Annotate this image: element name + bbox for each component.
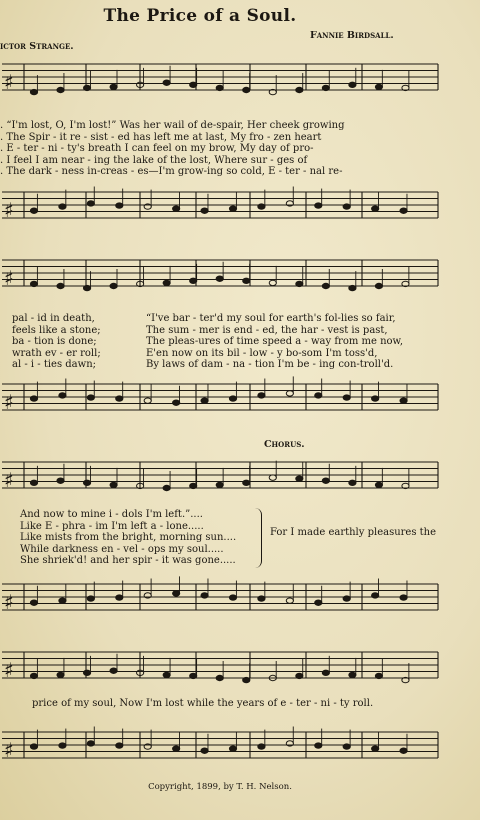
note-head: [216, 276, 223, 281]
bass-clef-icon: ♯: [4, 198, 14, 222]
treble-staff-4: [0, 640, 440, 702]
note-head: [57, 478, 64, 483]
note-head: [144, 398, 151, 403]
lyric-line: Like mists from the bright, morning sun....: [20, 532, 237, 543]
lyric-line: . The dark - ness in-creas - es—I'm grow-ing so cold, E - ter - nal re-: [0, 166, 343, 177]
chorus-lyric-line-2: price of my soul, Now I'm lost while the years of e - ter - ni - ty roll.: [32, 698, 374, 709]
note-head: [400, 748, 407, 753]
note-head: [286, 598, 293, 603]
note-head: [59, 393, 66, 398]
note-head: [286, 391, 293, 396]
lyric-line: By laws of dam - na - tion I'm be - ing con-troll'd.: [146, 359, 394, 370]
note-head: [349, 82, 356, 87]
bass-staff-1: [0, 180, 440, 242]
note-head: [201, 208, 208, 213]
note-head: [258, 596, 265, 601]
chorus-label: Chorus.: [264, 439, 305, 450]
lyric-line: While darkness en - vel - ops my soul.....: [20, 543, 224, 555]
note-head: [163, 80, 170, 85]
music-system-2: [0, 248, 440, 310]
note-head: [343, 596, 350, 601]
verse-bracket: [255, 508, 262, 568]
bass-staff-2: [0, 372, 440, 434]
music-system-3: [0, 450, 440, 512]
note-head: [258, 744, 265, 749]
note-head: [57, 87, 64, 92]
lyric-line: ba - tion is done;: [12, 336, 97, 347]
note-head: [322, 478, 329, 483]
note-head: [375, 482, 382, 487]
note-head: [400, 398, 407, 403]
bass-staff-3: [0, 572, 440, 634]
note-head: [258, 204, 265, 209]
lyric-line: wrath ev - er roll;: [12, 347, 101, 359]
note-head: [322, 85, 329, 90]
note-head: [315, 393, 322, 398]
note-head: [243, 87, 250, 92]
note-head: [296, 476, 303, 481]
music-system-bass-4: [0, 720, 440, 782]
note-head: [87, 596, 94, 601]
note-head: [216, 675, 223, 680]
note-head: [375, 673, 382, 678]
note-head: [190, 673, 197, 678]
note-head: [243, 677, 250, 682]
note-head: [116, 743, 123, 748]
music-system-bass-2: [0, 372, 440, 434]
note-head: [229, 206, 236, 211]
note-head: [83, 285, 90, 290]
lyric-line: And now to mine i - dols I'm left.”....: [20, 509, 203, 520]
treble-clef-icon: ♯: [4, 658, 14, 682]
note-head: [57, 283, 64, 288]
note-head: [59, 743, 66, 748]
note-head: [216, 482, 223, 487]
note-head: [116, 203, 123, 208]
note-head: [375, 84, 382, 89]
chorus-lyric-line-1: For I made earthly pleasures the: [270, 527, 437, 538]
lyric-line: al - i - ties dawn;: [12, 359, 97, 370]
note-head: [296, 87, 303, 92]
note-head: [229, 396, 236, 401]
note-head: [30, 396, 37, 401]
note-head: [375, 283, 382, 288]
note-head: [296, 281, 303, 286]
lyric-line: . “I'm lost, O, I'm lost!” Was her wail of de-spair, Her cheek growing: [0, 120, 345, 131]
note-head: [400, 208, 407, 213]
note-head: [201, 593, 208, 598]
bass-staff-4: [0, 720, 440, 782]
note-head: [87, 395, 94, 400]
verse-block-2a: [12, 313, 101, 371]
note-head: [343, 395, 350, 400]
composer-credit: ictor Strange.: [0, 41, 74, 52]
note-head: [57, 672, 64, 677]
note-head: [59, 598, 66, 603]
note-head: [163, 672, 170, 677]
note-head: [110, 283, 117, 288]
note-head: [163, 485, 170, 490]
note-head: [216, 85, 223, 90]
note-head: [315, 600, 322, 605]
note-head: [110, 84, 117, 89]
verse-block-1: [0, 120, 345, 178]
note-head: [190, 82, 197, 87]
treble-staff-1: [0, 52, 440, 114]
treble-clef-icon: ♯: [4, 468, 14, 492]
bass-clef-icon: ♯: [4, 390, 14, 414]
bass-clef-icon: ♯: [4, 738, 14, 762]
note-head: [83, 670, 90, 675]
note-head: [30, 208, 37, 213]
note-head: [243, 480, 250, 485]
note-head: [110, 482, 117, 487]
note-head: [173, 591, 180, 596]
note-head: [243, 278, 250, 283]
lyric-line: . The Spir - it re - sist - ed has left me at last, My fro - zen heart: [0, 131, 322, 143]
note-head: [322, 283, 329, 288]
note-head: [315, 743, 322, 748]
note-head: [269, 475, 276, 480]
lyric-line: pal - id in death,: [12, 313, 95, 324]
verse-block-2b: [146, 313, 403, 371]
treble-staff-3: [0, 450, 440, 512]
note-head: [30, 480, 37, 485]
note-head: [201, 398, 208, 403]
note-head: [229, 746, 236, 751]
lyric-line: . I feel I am near - ing the lake of the lost, Where sur - ges of: [0, 154, 308, 166]
note-head: [372, 396, 379, 401]
note-head: [173, 400, 180, 405]
note-head: [322, 670, 329, 675]
treble-staff-2: [0, 248, 440, 310]
lyric-line: . E - ter - ni - ty's breath I can feel on my brow, My day of pro-: [0, 143, 314, 154]
lyric-line: E'en now on its bil - low - y bo-som I'm toss'd,: [146, 347, 378, 359]
note-head: [372, 746, 379, 751]
note-head: [30, 281, 37, 286]
note-head: [372, 593, 379, 598]
note-head: [30, 600, 37, 605]
note-head: [30, 673, 37, 678]
note-head: [87, 741, 94, 746]
lyric-line: The sum - mer is end - ed, the har - vest is past,: [146, 324, 388, 336]
note-head: [349, 480, 356, 485]
note-head: [269, 280, 276, 285]
note-head: [110, 668, 117, 673]
note-head: [173, 746, 180, 751]
note-head: [400, 595, 407, 600]
note-head: [190, 483, 197, 488]
hymn-title: The Price of a Soul.: [103, 6, 297, 26]
note-head: [116, 396, 123, 401]
note-head: [163, 280, 170, 285]
note-head: [229, 595, 236, 600]
note-head: [349, 285, 356, 290]
note-head: [343, 204, 350, 209]
lyric-line: She shriek'd! and her spir - it was gone.....: [20, 555, 236, 566]
note-head: [30, 89, 37, 94]
treble-clef-icon: ♯: [4, 266, 14, 290]
bass-clef-icon: ♯: [4, 590, 14, 614]
music-system-4: [0, 640, 440, 702]
music-system-1: [0, 52, 440, 114]
note-head: [296, 673, 303, 678]
note-head: [116, 595, 123, 600]
note-head: [201, 748, 208, 753]
copyright-notice: Copyright, 1899, by T. H. Nelson.: [148, 782, 292, 792]
note-head: [87, 201, 94, 206]
treble-clef-icon: ♯: [4, 70, 14, 94]
note-head: [372, 206, 379, 211]
note-head: [30, 744, 37, 749]
lyric-line: feels like a stone;: [12, 324, 101, 336]
verse-block-3: [20, 509, 236, 567]
note-head: [315, 203, 322, 208]
lyric-line: Like E - phra - im I'm left a - lone.....: [20, 520, 204, 532]
note-head: [59, 204, 66, 209]
music-system-bass-3: [0, 572, 440, 634]
note-head: [173, 206, 180, 211]
note-head: [190, 278, 197, 283]
music-system-bass-1: [0, 180, 440, 242]
lyric-line: The pleas-ures of time speed a - way from me now,: [146, 336, 404, 347]
note-head: [258, 393, 265, 398]
note-head: [343, 744, 350, 749]
lyric-line: “I've bar - ter'd my soul for earth's fol-lies so fair,: [146, 313, 396, 324]
note-head: [83, 480, 90, 485]
lyricist-credit: Fannie Birdsall.: [310, 30, 394, 41]
note-head: [83, 85, 90, 90]
note-head: [349, 672, 356, 677]
